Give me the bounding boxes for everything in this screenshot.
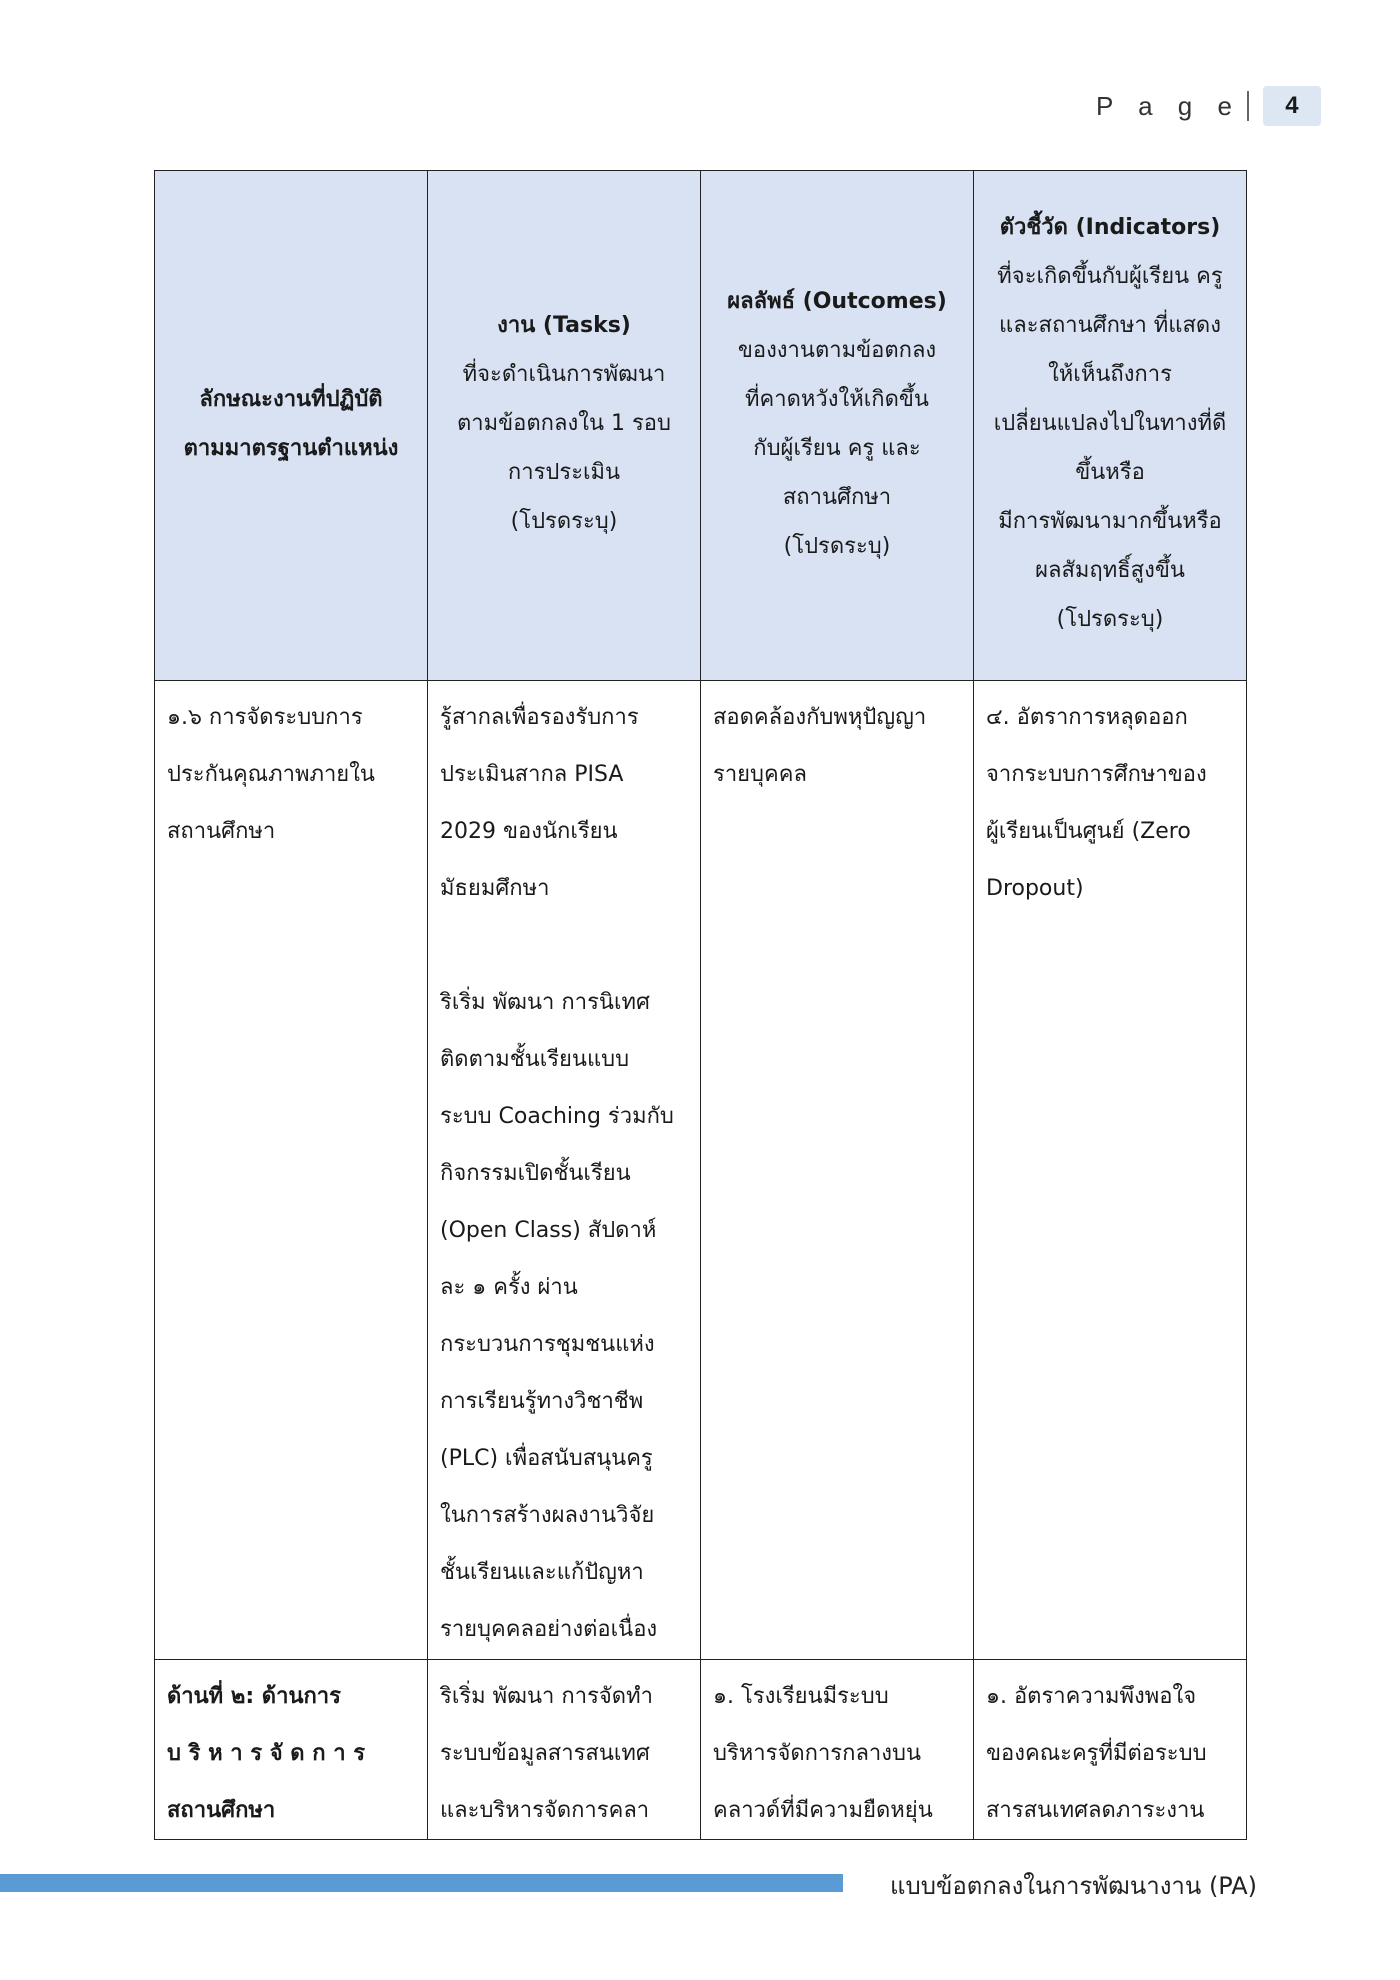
- cell-line: มัธยมศึกษา: [440, 876, 550, 901]
- page-separator: [1247, 91, 1249, 121]
- cell-line: รู้สากลเพื่อรองรับการ: [440, 705, 639, 730]
- cell-line: ติดตามชั้นเรียนแบบ: [440, 1047, 630, 1072]
- cell-characteristic: [155, 681, 428, 1660]
- header-title-line: ตัวชี้วัด (Indicators): [999, 215, 1221, 240]
- page-label: P a g e: [1096, 90, 1241, 121]
- header-line: ที่จะดำเนินการพัฒนา: [462, 362, 666, 387]
- cell-line: ริเริ่ม พัฒนา การจัดทำ: [440, 1684, 653, 1709]
- header-line: สถานศึกษา: [782, 484, 892, 510]
- cell-line: กระบวนการชุมชนแห่ง: [440, 1332, 655, 1357]
- page-header: [1096, 86, 1321, 126]
- header-line: และสถานศึกษา ที่แสดง: [999, 313, 1221, 338]
- header-line: เปลี่ยนแปลงไปในทางที่ดี: [993, 411, 1227, 436]
- cell-line: 2029 ของนักเรียน: [440, 819, 618, 844]
- header-title-line: ตามมาตรฐานตำแหน่ง: [183, 435, 399, 461]
- cell-line: Dropout): [986, 876, 1084, 901]
- cell-line: ด้านที่ ๒: ด้านการ: [167, 1684, 341, 1709]
- cell-indicators: [974, 681, 1247, 1660]
- cell-characteristic: [155, 1660, 428, 1840]
- cell-line: คลาวด์ที่มีความยืดหยุ่น: [713, 1798, 933, 1823]
- cell-line: การเรียนรู้ทางวิชาชีพ: [440, 1389, 644, 1414]
- cell-line: บริหารจัดการกลางบน: [713, 1741, 922, 1766]
- header-indicators: [974, 171, 1247, 681]
- cell-line: ในการสร้างผลงานวิจัย: [440, 1503, 655, 1528]
- cell-line: สอดคล้องกับพหุปัญญา: [713, 705, 927, 730]
- cell-tasks: [428, 1660, 701, 1840]
- cell-line: ประกันคุณภาพภายใน: [167, 762, 375, 787]
- cell-indicators: [974, 1660, 1247, 1840]
- header-title-line: งาน (Tasks): [497, 313, 631, 338]
- header-title-line: ลักษณะงานที่ปฏิบัติ: [199, 386, 383, 412]
- cell-line: ๑. โรงเรียนมีระบบ: [713, 1684, 889, 1709]
- cell-line: สารสนเทศลดภาระงาน: [986, 1798, 1205, 1823]
- header-line: ตามข้อตกลงใน 1 รอบ: [457, 411, 671, 436]
- cell-line: กิจกรรมเปิดชั้นเรียน: [440, 1161, 631, 1186]
- cell-line: บ ริ ห า ร จั ด ก า ร: [167, 1741, 366, 1766]
- cell-line: รายบุคคลอย่างต่อเนื่อง: [440, 1617, 658, 1642]
- cell-line: ชั้นเรียนและแก้ปัญหา: [440, 1560, 644, 1585]
- cell-line: ระบบ Coaching ร่วมกับ: [440, 1104, 674, 1129]
- cell-line: ละ ๑ ครั้ง ผ่าน: [440, 1275, 578, 1300]
- cell-line: และบริหารจัดการคลา: [440, 1798, 650, 1823]
- cell-line: ๑.๖ การจัดระบบการ: [167, 705, 363, 730]
- cell-line: ระบบข้อมูลสารสนเทศ: [440, 1741, 650, 1766]
- cell-outcomes: [701, 681, 974, 1660]
- table-header-row: [155, 171, 1247, 681]
- header-line: มีการพัฒนามากขึ้นหรือ: [998, 509, 1222, 534]
- cell-line: จากระบบการศึกษาของ: [986, 762, 1207, 787]
- header-line: การประเมิน: [507, 460, 621, 485]
- cell-line: ๑. อัตราความพึงพอใจ: [986, 1684, 1197, 1709]
- cell-line: สถานศึกษา: [167, 1798, 276, 1823]
- footer-title: แบบข้อตกลงในการพัฒนางาน (PA): [890, 1872, 1258, 1900]
- cell-line: ริเริ่ม พัฒนา การนิเทศ: [440, 990, 650, 1015]
- header-line: ขึ้นหรือ: [1075, 460, 1145, 485]
- header-title-line: ผลลัพธ์ (Outcomes): [727, 288, 947, 314]
- table-row: [155, 1660, 1247, 1840]
- header-line: กับผู้เรียน ครู และ: [753, 435, 921, 461]
- header-line: ของงานตามข้อตกลง: [737, 337, 937, 363]
- header-line: (โปรดระบุ): [510, 509, 618, 534]
- header-line: ผลสัมฤทธิ์สูงขึ้น: [1035, 558, 1185, 583]
- pa-agreement-table: [154, 170, 1247, 1840]
- cell-outcomes: [701, 1660, 974, 1840]
- header-line: ที่คาดหวังให้เกิดขึ้น: [745, 386, 929, 412]
- cell-line: ๔. อัตราการหลุดออก: [986, 705, 1188, 730]
- header-line: (โปรดระบุ): [783, 533, 891, 559]
- header-characteristic: [155, 171, 428, 681]
- cell-line: สถานศึกษา: [167, 819, 276, 844]
- header-tasks: [428, 171, 701, 681]
- cell-line: รายบุคคล: [713, 762, 807, 787]
- paragraph-gap: [440, 917, 690, 974]
- header-outcomes: [701, 171, 974, 681]
- table-row: [155, 681, 1247, 1660]
- cell-tasks: [428, 681, 701, 1660]
- page-number: 4: [1263, 86, 1321, 126]
- cell-line: ของคณะครูที่มีต่อระบบ: [986, 1741, 1207, 1766]
- cell-line: ผู้เรียนเป็นศูนย์ (Zero: [986, 819, 1191, 844]
- header-line: (โปรดระบุ): [1056, 607, 1164, 632]
- cell-line: (PLC) เพื่อสนับสนุนครู: [440, 1446, 653, 1471]
- footer-accent-bar: [0, 1874, 843, 1892]
- cell-line: (Open Class) สัปดาห์: [440, 1218, 657, 1243]
- header-line: ให้เห็นถึงการ: [1048, 362, 1172, 387]
- cell-line: ประเมินสากล PISA: [440, 762, 624, 787]
- header-line: ที่จะเกิดขึ้นกับผู้เรียน ครู: [997, 264, 1223, 289]
